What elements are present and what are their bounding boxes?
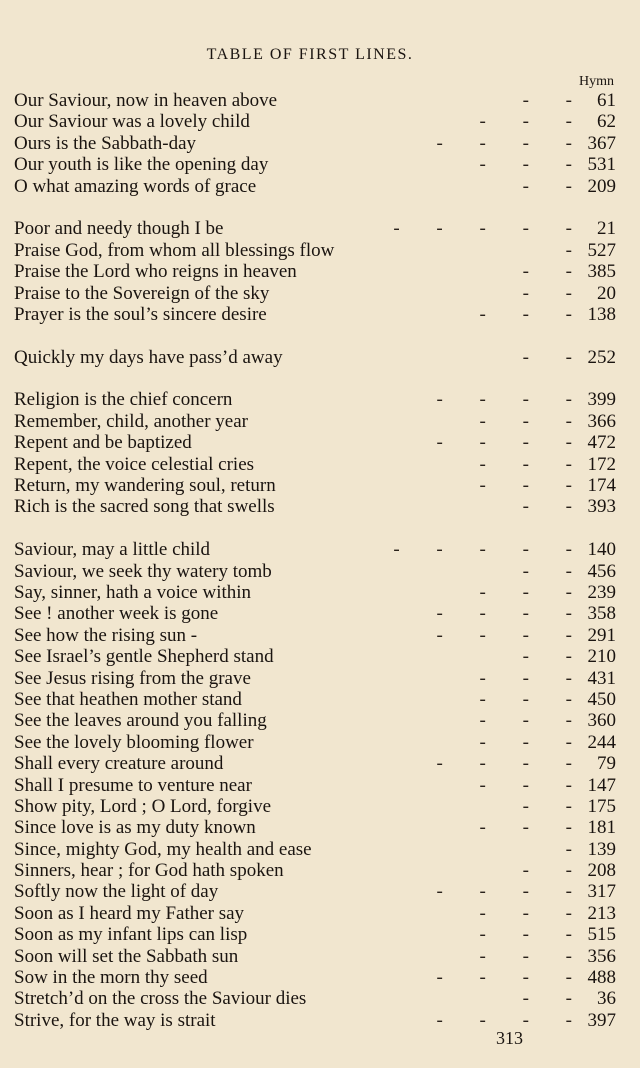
first-line-text: Softly now the light of day [14, 881, 219, 903]
leader-dashes: - - - [479, 475, 572, 497]
leader-dashes: - - - [479, 945, 572, 967]
index-entry [14, 561, 616, 582]
leader-dashes: - - - [479, 667, 572, 689]
hymn-number: 208 [587, 860, 616, 882]
index-entry [14, 111, 616, 132]
first-line-text: Since, mighty God, my health and ease [14, 838, 312, 860]
leader-dashes: - - - [479, 902, 572, 924]
leader-dashes: - - - [479, 581, 572, 603]
index-entry [14, 603, 616, 624]
index-entry [14, 261, 616, 282]
first-line-text: Quickly my days have pass’d away [14, 346, 283, 368]
leader-dashes: - - - - [436, 881, 572, 903]
first-line-text: Sow in the morn thy seed [14, 967, 208, 989]
leader-dashes: - - - - [436, 432, 572, 454]
index-entry [14, 283, 616, 304]
index-entry [14, 903, 616, 924]
index-entry [14, 689, 616, 710]
first-line-text: Rich is the sacred song that swells [14, 496, 275, 518]
index-entry [14, 668, 616, 689]
leader-dashes: - - - [479, 924, 572, 946]
leader-dashes: - - - - [436, 603, 572, 625]
first-line-text: See that heathen mother stand [14, 688, 242, 710]
index-entry [14, 924, 616, 945]
first-line-text: See how the rising sun - [14, 624, 198, 646]
hymn-number: 62 [597, 111, 616, 133]
hymn-number: 239 [587, 581, 616, 603]
hymn-number: 20 [597, 282, 616, 304]
group-spacer [14, 518, 616, 539]
index-entry [14, 90, 616, 111]
hymn-number: 252 [587, 346, 616, 368]
hymn-number: 527 [587, 239, 616, 261]
first-line-text: Prayer is the soul’s sincere desire [14, 303, 267, 325]
hymn-number: 515 [587, 924, 616, 946]
index-entry [14, 775, 616, 796]
leader-dashes: - - - - [436, 132, 572, 154]
leader-dashes: - - - [479, 453, 572, 475]
first-line-text: Ours is the Sabbath-day [14, 132, 197, 154]
leader-dashes: - - - - - [393, 539, 572, 561]
leader-dashes: - - [522, 560, 572, 582]
first-line-text: Shall I presume to venture near [14, 774, 252, 796]
index-entry [14, 817, 616, 838]
index-entry [14, 240, 616, 261]
index-entry [14, 475, 616, 496]
leader-dashes: - - - [479, 710, 572, 732]
hymn-number: 531 [587, 154, 616, 176]
first-line-text: Our youth is like the opening day [14, 154, 269, 176]
first-line-text: Repent, the voice celestial cries [14, 453, 255, 475]
first-line-text: Stretch’d on the cross the Saviour dies [14, 988, 307, 1010]
first-lines-index [14, 90, 616, 1031]
index-entry [14, 347, 616, 368]
first-line-text: Poor and needy though I be [14, 218, 224, 240]
index-entry [14, 646, 616, 667]
index-entry [14, 796, 616, 817]
hymn-number: 244 [587, 731, 616, 753]
index-entry [14, 946, 616, 967]
hymn-number: 356 [587, 945, 616, 967]
first-line-text: Saviour, may a little child [14, 539, 211, 561]
leader-dashes: - - [522, 988, 572, 1010]
hymn-number: 367 [587, 132, 616, 154]
index-entry [14, 154, 616, 175]
hymn-number: 79 [597, 753, 616, 775]
index-entry [14, 881, 616, 902]
hymn-number: 397 [587, 1009, 616, 1031]
leader-dashes: - - - [479, 303, 572, 325]
hymn-number: 488 [587, 967, 616, 989]
hymn-number: 360 [587, 710, 616, 732]
hymn-number: 291 [587, 624, 616, 646]
hymn-number: 138 [587, 303, 616, 325]
index-entry [14, 218, 616, 239]
page-number: 313 [496, 1028, 523, 1048]
index-entry [14, 710, 616, 731]
index-entry [14, 753, 616, 774]
leader-dashes: - - [522, 795, 572, 817]
first-line-text: Soon as my infant lips can lisp [14, 924, 248, 946]
first-line-text: Since love is as my duty known [14, 817, 256, 839]
leader-dashes: - - - - [436, 389, 572, 411]
leader-dashes: - - [522, 175, 572, 197]
hymn-number: 181 [587, 817, 616, 839]
leader-dashes: - - - [479, 111, 572, 133]
leader-dashes: - - [522, 90, 572, 111]
index-entry [14, 454, 616, 475]
hymn-number: 399 [587, 389, 616, 411]
group-spacer [14, 197, 616, 218]
leader-dashes: - - - [479, 731, 572, 753]
hymn-number: 21 [597, 218, 616, 240]
index-entry [14, 1010, 616, 1031]
leader-dashes: - - - [479, 774, 572, 796]
leader-dashes: - - - [479, 688, 572, 710]
index-entry [14, 732, 616, 753]
first-line-text: Say, sinner, hath a voice within [14, 581, 252, 603]
hymn-number: 431 [587, 667, 616, 689]
leader-dashes: - - - - [436, 967, 572, 989]
first-line-text: Praise to the Sovereign of the sky [14, 282, 270, 304]
index-entry [14, 133, 616, 154]
hymn-number: 210 [587, 646, 616, 668]
hymn-number: 213 [587, 902, 616, 924]
index-entry [14, 496, 616, 517]
leader-dashes: - - - - [436, 1009, 572, 1031]
index-entry [14, 582, 616, 603]
first-line-text: Praise the Lord who reigns in heaven [14, 261, 297, 283]
leader-dashes: - - [522, 860, 572, 882]
first-line-text: Shall every creature around [14, 753, 224, 775]
hymn-number: 385 [587, 261, 616, 283]
hymn-number: 472 [587, 432, 616, 454]
index-entry [14, 625, 616, 646]
first-line-text: Soon as I heard my Father say [14, 902, 245, 924]
leader-dashes: - - - [479, 154, 572, 176]
first-line-text: Religion is the chief concern [14, 389, 233, 411]
first-line-text: Our Saviour was a lovely child [14, 111, 250, 133]
leader-dashes: - [565, 239, 572, 261]
first-line-text: Repent and be baptized [14, 432, 192, 454]
hymn-number: 140 [587, 539, 616, 561]
hymn-number: 36 [597, 988, 616, 1010]
first-line-text: O what amazing words of grace [14, 175, 257, 197]
first-line-text: See the lovely blooming flower [14, 731, 254, 753]
index-entry [14, 389, 616, 410]
first-line-text: Praise God, from whom all blessings flow [14, 239, 335, 261]
leader-dashes: - - [522, 282, 572, 304]
leader-dashes: - - [522, 346, 572, 368]
leader-dashes: - - [522, 496, 572, 518]
hymn-column-header: Hymn [579, 74, 614, 89]
first-line-text: Strive, for the way is strait [14, 1009, 216, 1031]
hymn-number: 139 [587, 838, 616, 860]
leader-dashes: - [565, 838, 572, 860]
hymn-number: 175 [587, 795, 616, 817]
hymn-number: 147 [587, 774, 616, 796]
first-line-text: See ! another week is gone [14, 603, 219, 625]
first-line-text: See the leaves around you falling [14, 710, 267, 732]
leader-dashes: - - [522, 646, 572, 668]
hymn-number: 366 [587, 410, 616, 432]
hymn-number: 172 [587, 453, 616, 475]
index-entry [14, 432, 616, 453]
index-entry [14, 860, 616, 881]
first-line-text: Show pity, Lord ; O Lord, forgive [14, 795, 272, 817]
page-title: TABLE OF FIRST LINES. [206, 46, 414, 63]
first-line-text: Our Saviour, now in heaven above [14, 90, 278, 111]
leader-dashes: - - - - [436, 624, 572, 646]
first-line-text: Soon will set the Sabbath sun [14, 945, 239, 967]
hymn-number: 174 [587, 475, 616, 497]
leader-dashes: - - - - [436, 753, 572, 775]
hymn-number: 209 [587, 175, 616, 197]
first-line-text: See Israel’s gentle Shepherd stand [14, 646, 274, 668]
first-line-text: Return, my wandering soul, return [14, 475, 276, 497]
leader-dashes: - - - [479, 817, 572, 839]
hymn-number: 456 [587, 560, 616, 582]
leader-dashes: - - [522, 261, 572, 283]
index-entry [14, 411, 616, 432]
hymn-number: 317 [587, 881, 616, 903]
index-entry [14, 988, 616, 1009]
leader-dashes: - - - [479, 410, 572, 432]
hymn-number: 61 [597, 90, 616, 111]
index-entry [14, 176, 616, 197]
first-line-text: See Jesus rising from the grave [14, 667, 251, 689]
index-entry [14, 839, 616, 860]
hymn-number: 393 [587, 496, 616, 518]
group-spacer [14, 325, 616, 346]
first-line-text: Saviour, we seek thy watery tomb [14, 560, 272, 582]
index-entry [14, 304, 616, 325]
hymn-number: 358 [587, 603, 616, 625]
index-entry [14, 539, 616, 560]
hymn-number: 450 [587, 688, 616, 710]
group-spacer [14, 368, 616, 389]
leader-dashes: - - - - - [393, 218, 572, 240]
index-entry [14, 967, 616, 988]
first-line-text: Sinners, hear ; for God hath spoken [14, 860, 284, 882]
first-line-text: Remember, child, another year [14, 410, 249, 432]
